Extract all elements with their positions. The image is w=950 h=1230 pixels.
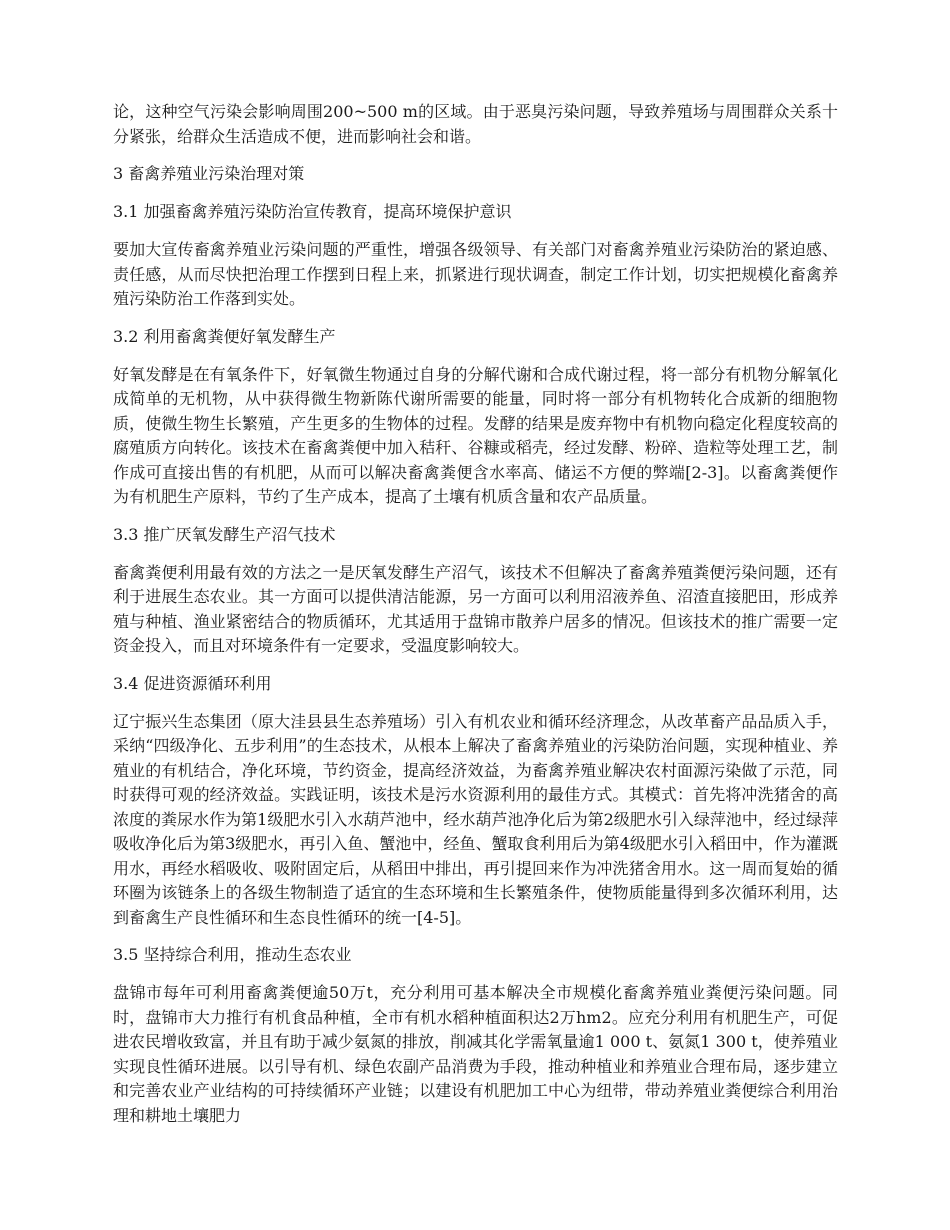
subsection-heading-3-2: 3.2 利用畜禽粪便好氧发酵生产 [113,326,336,346]
subsection-heading-3-1: 3.1 加强畜禽养殖污染防治宣传教育，提高环境保护意识 [113,202,512,221]
subsection-heading-3-5: 3.5 坚持综合利用，推动生态农业 [113,945,352,964]
paragraph-3-4: 辽宁振兴生态集团（原大洼县县生态养殖场）引入有机农业和循环经济理念，从改革畜产品品质入手，采纳“四级净化、五步利用”的生态技术，从根本上解决了畜禽养殖业的污染防治问题，实现种植业、养殖业的有机结合，净化环境，节约资金，提高经济效益，为畜禽养殖业解决农村面源污染做了示范，同时获得可观的经济效益。实践证明，该技术是污水资源利用的最佳方式。其模式：首先将冲洗猪舍的高浓度的粪尿水作为第1级肥水引入水葫芦池中，经水葫芦池净化后为第2级肥水引入绿萍池中，经过绿萍吸收净化后为第3级肥水，再引入鱼、蟹池中，经鱼、蟹取食利用后为第4级肥水引入稻田中，作为灌溉用水，再经水稻吸收、吸附固定后，从稻田中排出，再引提回来作为冲洗猪舍用水。这一周而复始的循环圈为该链条上的各级生物制造了适宜的生态环境和生长繁殖条件，使物质能量得到多次循环利用，达到畜禽生产良性循环和生态良性循环的统一[4-5]。 [113,711,838,927]
paragraph-3-5: 盘锦市每年可利用畜禽粪便逾50万t，充分利用可基本解决全市规模化畜禽养殖业粪便污染问题。同时，盘锦市大力推行有机食品种植，全市有机水稻种植面积达2万hm2。应充分利用有机肥生产，可促进农民增收致富，并且有助于减少氨氮的排放，削减其化学需氧量逾1 000 t、氨氮1 300 t，使养殖业实现良性循环进展。以引导有机、绿色农副产品消费为手段，推动种植业和养殖业合理布局，逐步建立和完善农业产业结构的可持续循环产业链；以建设有机肥加工中心为纽带，带动养殖业粪便综合利用治理和耕地土壤肥力 [113,983,838,1125]
document-page [113,100,838,1128]
subsection-heading-3-4: 3.4 促进资源循环利用 [113,673,272,693]
paragraph-3-3: 畜禽粪便利用最有效的方法之一是厌氧发酵生产沼气，该技术不但解决了畜禽养殖粪便污染问题，还有利于进展生态农业。其一方面可以提供清洁能源，另一方面可以利用沼液养鱼、沼渣直接肥田，形成养殖与种植、渔业紧密结合的物质循环，尤其适用于盘锦市散养户居多的情况。但该技术的推广需要一定资金投入，而且对环境条件有一定要求，受温度影响较大。 [113,562,838,655]
paragraph-air-pollution-impact: 论，这种空气污染会影响周围200~500 m的区域。由于恶臭污染问题，导致养殖场与周围群众关系十分紧张，给群众生活造成不便，进而影响社会和谐。 [113,102,838,146]
paragraph-3-1: 要加大宣传畜禽养殖业污染问题的严重性，增强各级领导、有关部门对畜禽养殖业污染防治的紧迫感、责任感，从而尽快把治理工作摆到日程上来，抓紧进行现状调查，制定工作计划，切实把规模化畜禽养殖污染防治工作落到实处。 [113,240,838,308]
paragraph-3-2: 好氧发酵是在有氧条件下，好氧微生物通过自身的分解代谢和合成代谢过程，将一部分有机物分解氧化成简单的无机物，从中获得微生物新陈代谢所需要的能量，同时将一部分有机物转化合成新的细胞物质，使微生物生长繁殖，产生更多的生物体的过程。发酵的结果是废弃物中有机物向稳定化程度较高的腐殖质方向转化。该技术在畜禽粪便中加入秸秆、谷糠或稻壳，经过发酵、粉碎、造粒等处理工艺，制作成可直接出售的有机肥，从而可以解决畜禽粪便含水率高、储运不方便的弊端[2-3]。以畜禽粪便作为有机肥生产原料，节约了生产成本，提高了土壤有机质含量和农产品质量。 [113,364,838,506]
subsection-heading-3-3: 3.3 推广厌氧发酵生产沼气技术 [113,524,336,544]
section-heading-3: 3 畜禽养殖业污染治理对策 [113,164,305,183]
